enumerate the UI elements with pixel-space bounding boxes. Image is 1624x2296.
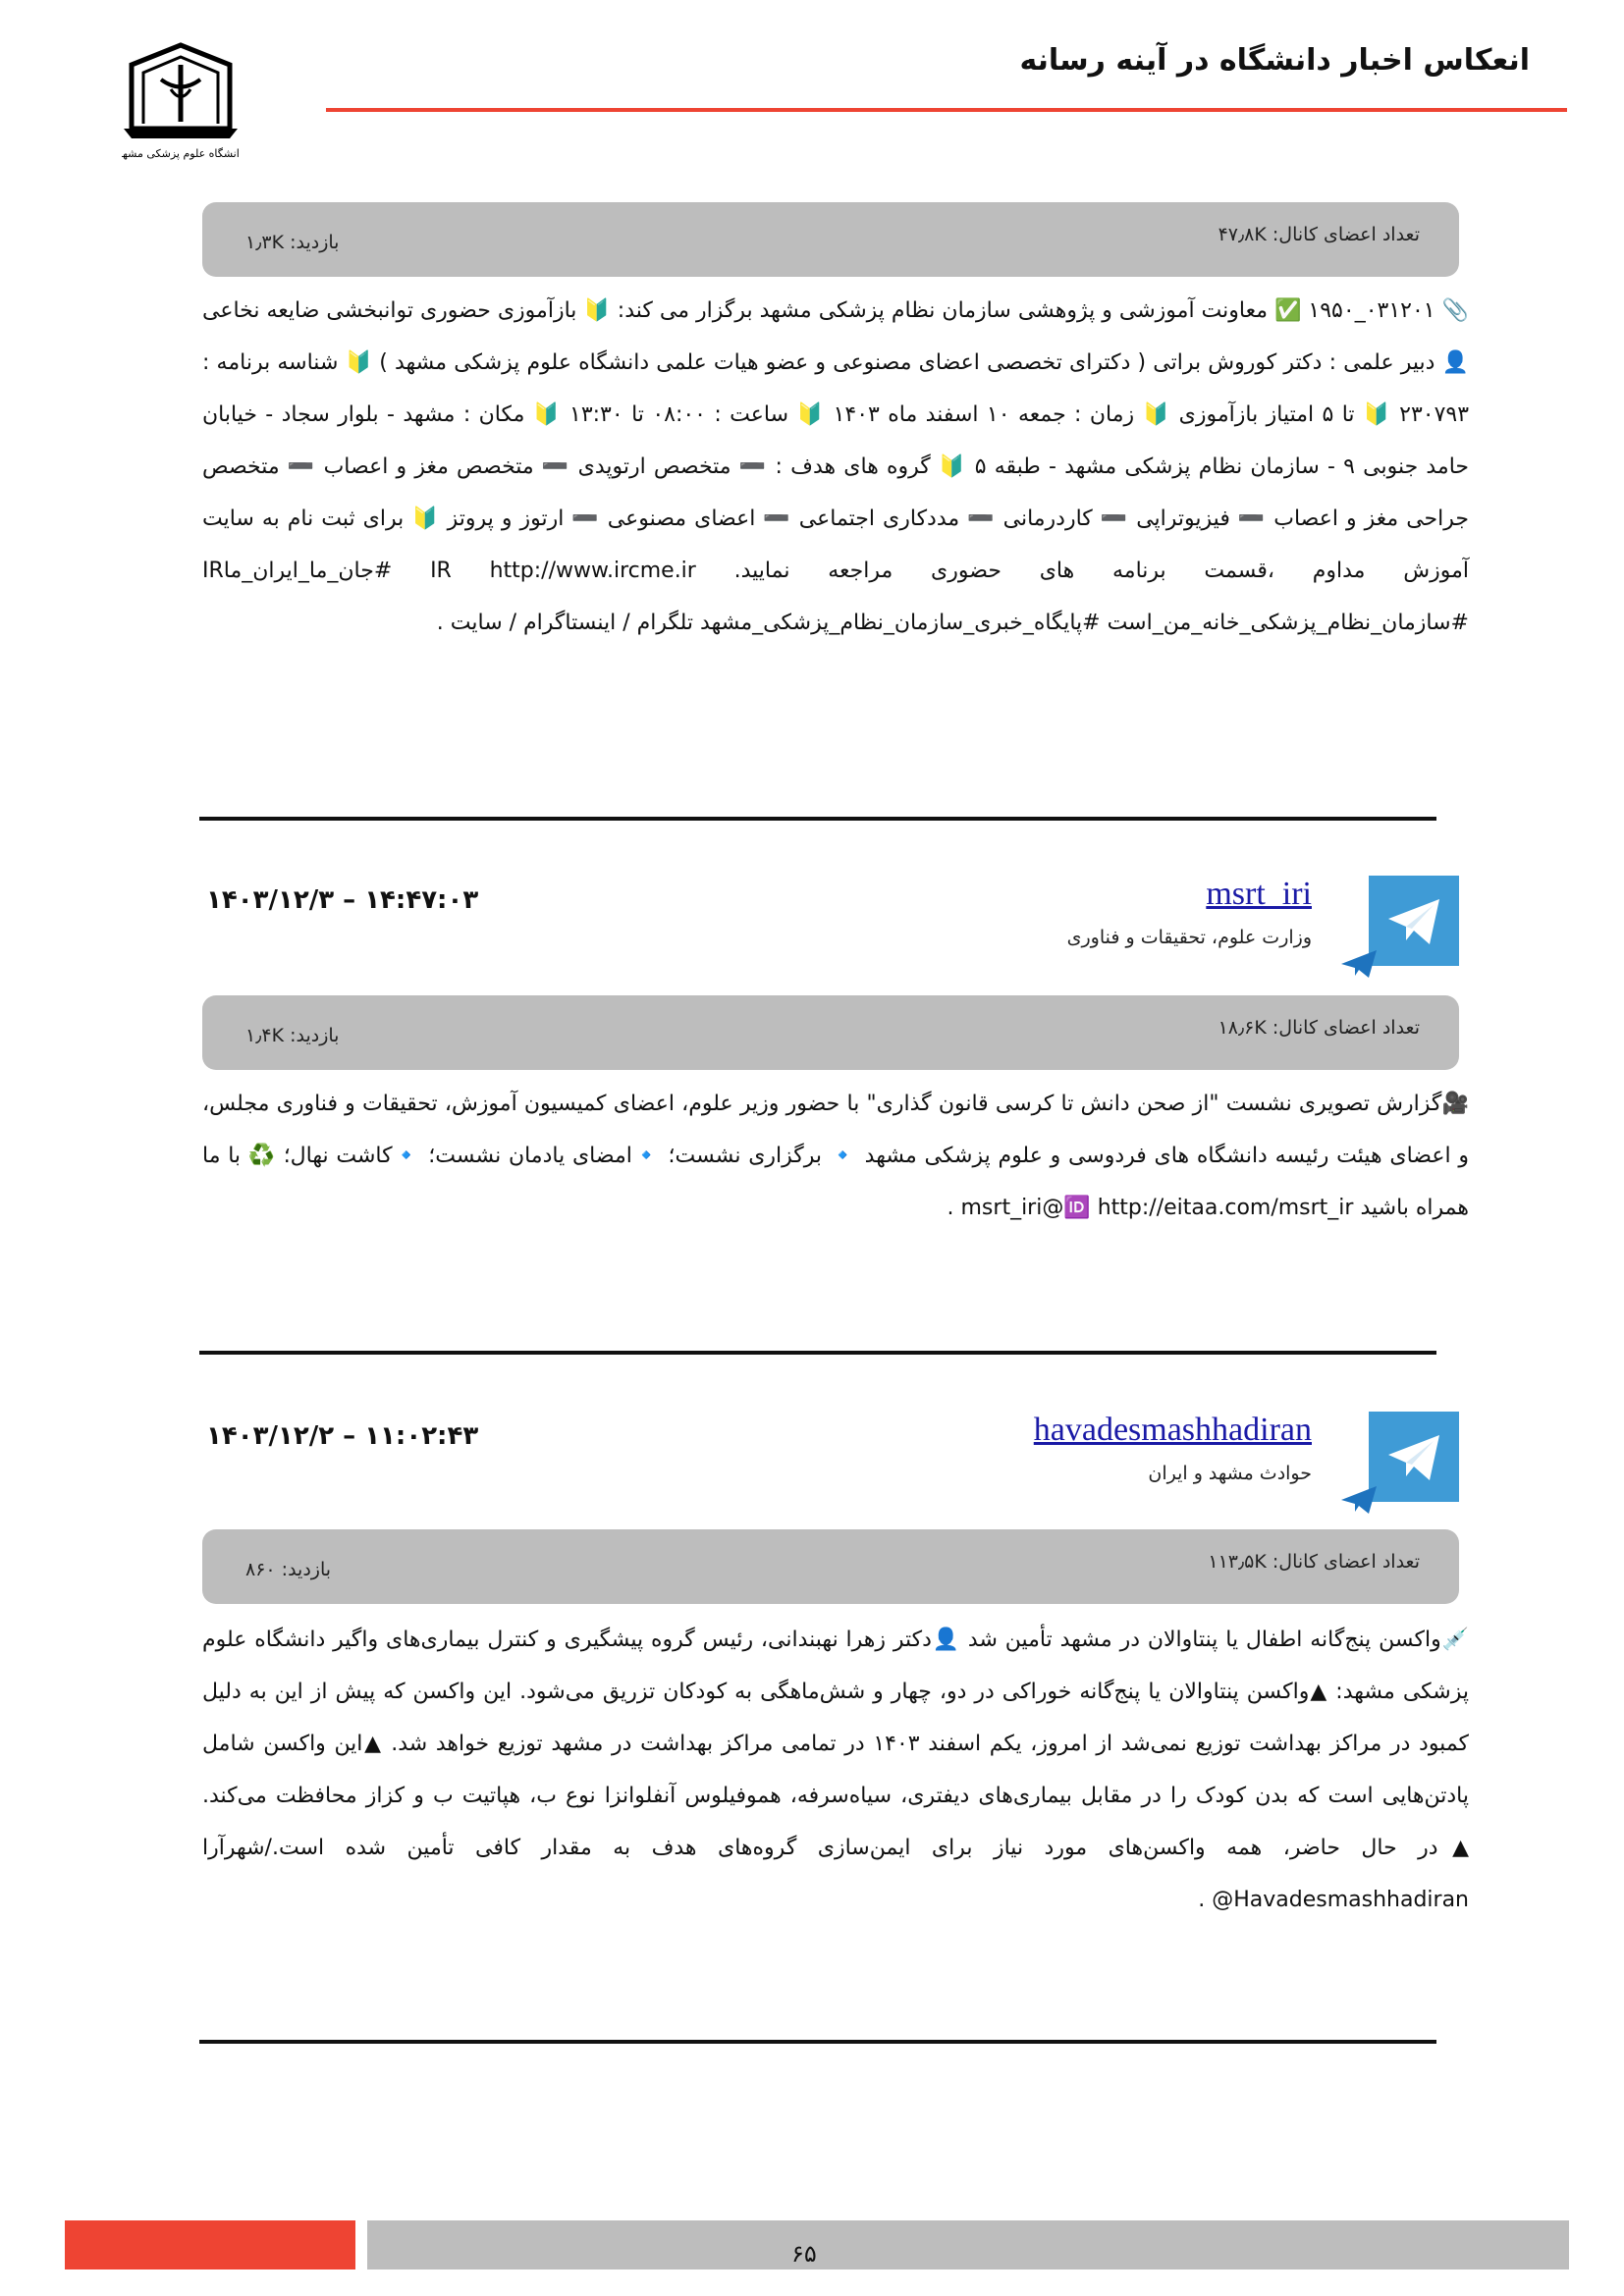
post-views: بازدید: ۱٫۴K	[245, 1025, 340, 1046]
telegram-icon	[1369, 1412, 1459, 1502]
channel-name: حوادث مشهد و ایران	[1148, 1463, 1312, 1484]
footer-bar	[367, 2220, 1569, 2269]
post-stats-bar	[202, 995, 1459, 1070]
post-date: ۱۱:۰۲:۴۳ – ۱۴۰۳/۱۲/۲	[206, 1421, 479, 1451]
post-body	[202, 1614, 1469, 1926]
post-stats-bar	[202, 1529, 1459, 1604]
channel-header	[379, 1412, 1459, 1510]
footer-accent-bar	[65, 2220, 355, 2269]
page-number: ۶۵	[791, 2240, 817, 2268]
telegram-small-icon	[1339, 946, 1379, 982]
channel-handle-link[interactable]: msrt_iri	[1206, 876, 1312, 912]
channel-handle-link[interactable]: havadesmashhadiran	[1033, 1412, 1312, 1448]
channel-members: تعداد اعضای کانال: ۴۷٫۸K	[1218, 224, 1420, 245]
channel-members: تعداد اعضای کانال: ۱۸٫۶K	[1218, 1017, 1420, 1039]
post-separator	[199, 817, 1436, 821]
post-body	[202, 285, 1469, 649]
logo-emblem-icon	[122, 35, 240, 163]
post-views: بازدید: ۱٫۳K	[245, 232, 340, 253]
post-text: 💉واکسن پنج‌گانه اطفال یا پنتاوالان در مشهد تأمین شد 👤‌دکتر زهرا نهبندانی، رئیس گروه پیشگیری و کنترل بیماری‌های واگیر دانشگاه علوم پزشکی مشهد: ▲واکسن پنتاوالان یا پنج‌گانه خوراکی در دو، چهار و شش‌ماهگی به کودکان تزریق می‌شود. این واکسن که پیش از این به دلیل کمبود در مراکز بهداشت توزیع نمی‌شد از امروز، یکم اسفند ۱۴۰۳ در تمامی مراکز بهداشت در مشهد توزیع خواهد شد. ▲این واکسن شامل پادتن‌هایی است که بدن کودک را در مقابل بیماری‌های دیفتری، سیاه‌سرفه، هموفیلوس آنفلوانزا نوع ب، هپاتیت ب و کزاز محافظت می‌کند. ▲در حال حاضر، همه واکسن‌های مورد نیاز برای ایمن‌سازی گروه‌های هدف به مقدار کافی تأمین شده است./شهرآرا Havadesmashhadiran@ .	[202, 1628, 1470, 1912]
channel-header	[379, 876, 1459, 974]
university-logo	[122, 35, 240, 163]
channel-members: تعداد اعضای کانال: ۱۱۳٫۵K	[1208, 1551, 1420, 1573]
post-stats-bar	[202, 202, 1459, 277]
post-views: بازدید: ۸۶۰	[245, 1559, 332, 1580]
channel-name: وزارت علوم، تحقیقات و فناوری	[1066, 927, 1312, 948]
page-header-title: انعکاس اخبار دانشگاه در آینه رسانه	[1019, 43, 1530, 78]
telegram-small-icon	[1339, 1482, 1379, 1518]
post-separator	[199, 2040, 1436, 2044]
post-text: 📎 ۰۳۱۲۰۱_۱۹۵۰ ✅ معاونت آموزشی و پژوهشی سازمان نظام پزشکی مشهد برگزار می کند: 🔰 بازآموزی حضوری توانبخشی ضایعه نخاعی 👤 دبیر علمی : دکتر کوروش براتی ( دکترای تخصصی اعضای مصنوعی و عضو هیات علمی دانشگاه علوم پزشکی مشهد ) 🔰 شناسه برنامه : ۲۳۰۷۹۳ 🔰 تا ۵ امتیاز بازآموزی 🔰 زمان : جمعه ۱۰ اسفند ماه ۱۴۰۳ 🔰 ساعت : ۰۸:۰۰ تا ۱۳:۳۰ 🔰 مکان : مشهد - بلوار سجاد - خیابان حامد جنوبی ۹ - سازمان نظام پزشکی مشهد - طبقه ۵ 🔰 گروه های هدف : ➖ متخصص ارتوپدی ➖ متخصص مغز و اعصاب ➖ متخصص جراحی مغز و اعصاب ➖ فیزیوتراپی ➖ کاردرمانی ➖ مددکاری اجتماعی ➖ اعضای مصنوعی ➖ ارتوز و پروتز 🔰 برای ثبت نام به سایت آموزش مداوم ،قسمت برنامه های حضوری مراجعه نمایید. IR http://www.ircme.ir #جان_ما_ایران_ماIR #سازمان_نظام_پزشکی_خانه_من_است #پایگاه_خبری_سازمان_نظام_پزشکی_مشهد تلگرام / اینستاگرام / سایت .	[202, 298, 1470, 635]
header-rule	[326, 108, 1567, 112]
post-body	[202, 1078, 1469, 1234]
post-separator	[199, 1351, 1436, 1355]
post-date: ۱۴:۴۷:۰۳ – ۱۴۰۳/۱۲/۳	[206, 885, 479, 915]
post-text: 🎥گزارش تصویری نشست "از صحن دانش تا کرسی قانون گذاری" با حضور وزیر علوم، اعضای کمیسیون آموزش، تحقیقات و فناوری مجلس، و اعضای هیئت رئیسه دانشگاه های فردوسی و علوم پزشکی مشهد 🔹 برگزاری نشست؛ 🔹امضای یادمان نشست؛ 🔹کاشت نهال؛ ♻️ با ما همراه باشید msrt_iri@🆔 http://eitaa.com/msrt_ir .	[202, 1092, 1469, 1220]
telegram-icon	[1369, 876, 1459, 966]
logo-caption: دانشگاه علوم پزشکی مشهد	[122, 147, 240, 160]
